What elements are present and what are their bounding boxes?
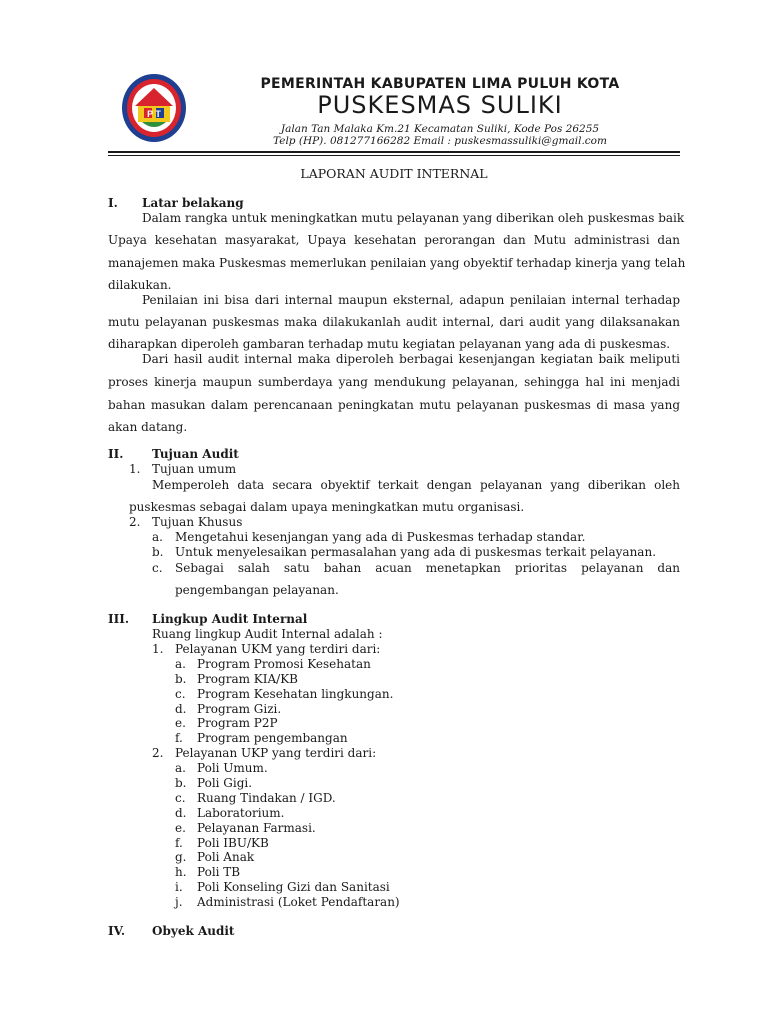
sub-item-text: Poli Konseling Gizi dan Sanitasi [197, 880, 390, 894]
office-contact: Telp (HP). 081277166282 Email : puskesmassuliki@gmail.com [273, 135, 607, 147]
sub-item-text: Program Kesehatan lingkungan. [197, 687, 394, 701]
sub-item-letter: a. [175, 761, 186, 775]
sub-item-text: Laboratorium. [197, 806, 285, 820]
section-1-heading: Latar belakang [142, 196, 244, 210]
office-name: PUSKESMAS SULIKI [317, 91, 563, 119]
sub-item-text: pengembangan pelayanan. [175, 583, 339, 597]
sub-item-letter: c. [175, 791, 186, 805]
sub-item-text: Untuk menyelesaikan permasalahan yang ada di puskesmas terkait pelayanan. [175, 545, 657, 559]
section-3-number: III. [108, 612, 130, 626]
sub-item-text: Program pengembangan [197, 731, 348, 745]
sub-item-letter: c. [175, 687, 186, 701]
list-number: 2. [152, 746, 164, 760]
sub-item-letter: e. [175, 821, 186, 835]
list-item-label: Tujuan umum [152, 462, 237, 476]
sub-item-text: Mengetahui kesenjangan yang ada di Puskesmas terhadap standar. [175, 530, 586, 544]
sub-item-text: Program KIA/KB [197, 672, 298, 686]
section-2-heading: Tujuan Audit [152, 447, 239, 461]
sub-item-letter: c. [152, 561, 163, 575]
paragraph-line: proses kinerja maupun sumberdaya yang mendukung pelayanan, sehingga hal ini menjadi [108, 375, 680, 389]
sub-item-letter: d. [175, 806, 187, 820]
paragraph-line: Upaya kesehatan masyarakat, Upaya kesehatan perorangan dan Mutu administrasi dan [108, 233, 680, 247]
sub-item-letter: g. [175, 850, 187, 864]
section-intro: Ruang lingkup Audit Internal adalah : [152, 627, 383, 641]
sub-item-text: Administrasi (Loket Pendaftaran) [197, 895, 400, 909]
sub-item-letter: f. [175, 731, 183, 745]
sub-item-letter: b. [175, 776, 187, 790]
paragraph-line: Dari hasil audit internal maka diperoleh berbagai kesenjangan kegiatan baik meliputi [142, 352, 680, 366]
document-title: LAPORAN AUDIT INTERNAL [300, 166, 488, 181]
paragraph-line: dilakukan. [108, 278, 172, 292]
government-name: PEMERINTAH KABUPATEN LIMA PULUH KOTA [260, 76, 620, 92]
section-4-number: IV. [108, 924, 126, 938]
sub-item-letter: h. [175, 865, 187, 879]
puskesmas-logo [120, 72, 188, 144]
sub-item-text: Program Gizi. [197, 702, 282, 716]
sub-item-letter: i. [175, 880, 183, 894]
sub-item-text: Poli IBU/KB [197, 836, 269, 850]
header-rule-thin [108, 155, 680, 156]
paragraph-line: Memperoleh data secara obyektif terkait dengan pelayanan yang diberikan oleh [152, 478, 680, 492]
list-number: 1. [129, 462, 141, 476]
office-address: Jalan Tan Malaka Km.21 Kecamatan Suliki, Kode Pos 26255 [280, 123, 600, 135]
list-item-label: Pelayanan UKP yang terdiri dari: [175, 746, 377, 760]
sub-item-letter: b. [152, 545, 164, 559]
paragraph-line: diharapkan diperoleh gambaran terhadap mutu kegiatan pelayanan yang ada di puskesmas. [108, 337, 671, 351]
sub-item-text: Poli Umum. [197, 761, 268, 775]
sub-item-text: Sebagai salah satu bahan acuan menetapkan prioritas pelayanan dan [175, 561, 680, 575]
list-number: 2. [129, 515, 141, 529]
sub-item-letter: a. [175, 657, 186, 671]
sub-item-text: Poli Anak [197, 850, 255, 864]
sub-item-letter: f. [175, 836, 183, 850]
sub-item-letter: a. [152, 530, 163, 544]
list-item-label: Tujuan Khusus [152, 515, 243, 529]
paragraph-line: puskesmas sebagai dalam upaya meningkatkan mutu organisasi. [129, 500, 525, 514]
list-item-label: Pelayanan UKM yang terdiri dari: [175, 642, 381, 656]
sub-item-letter: b. [175, 672, 187, 686]
sub-item-letter: d. [175, 702, 187, 716]
paragraph-line: bahan masukan dalam perencanaan peningkatan mutu pelayanan puskesmas di masa yang [108, 398, 680, 412]
paragraph-line: akan datang. [108, 420, 188, 434]
sub-item-text: Pelayanan Farmasi. [197, 821, 316, 835]
sub-item-text: Program Promosi Kesehatan [197, 657, 371, 671]
sub-item-text: Poli TB [197, 865, 241, 879]
paragraph-line: Dalam rangka untuk meningkatkan mutu pelayanan yang diberikan oleh puskesmas baik [142, 211, 685, 225]
header-rule-thick [108, 151, 680, 153]
paragraph-line: Penilaian ini bisa dari internal maupun eksternal, adapun penilaian internal terhadap [142, 293, 680, 307]
logo-lettering: P T [147, 109, 161, 119]
sub-item-text: Poli Gigi. [197, 776, 253, 790]
section-4-heading: Obyek Audit [152, 924, 235, 938]
paragraph-line: mutu pelayanan puskesmas maka dilakukanlah audit internal, dari audit yang dilaksanakan [108, 315, 680, 329]
sub-item-text: Ruang Tindakan / IGD. [197, 791, 336, 805]
section-3-heading: Lingkup Audit Internal [152, 612, 308, 626]
section-2-number: II. [108, 447, 124, 461]
section-1-number: I. [108, 196, 118, 210]
sub-item-letter: j. [175, 895, 183, 909]
sub-item-letter: e. [175, 716, 186, 730]
sub-item-text: Program P2P [197, 716, 278, 730]
paragraph-line: manajemen maka Puskesmas memerlukan penilaian yang obyektif terhadap kinerja yang telah [108, 256, 686, 270]
list-number: 1. [152, 642, 164, 656]
